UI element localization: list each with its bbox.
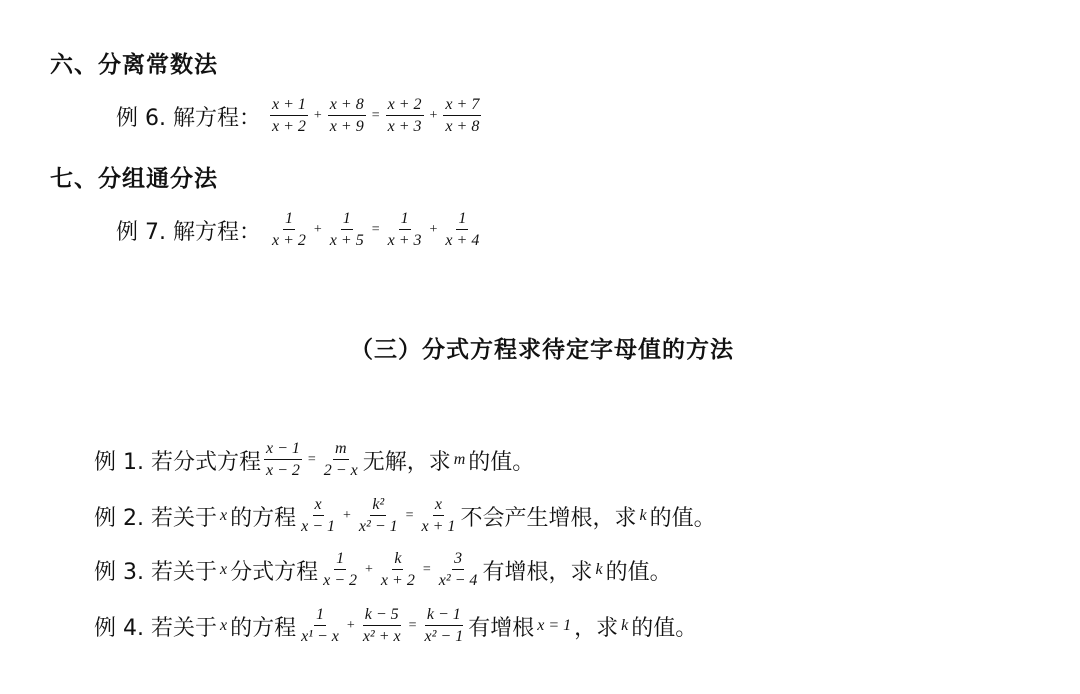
variable: x bbox=[219, 617, 228, 635]
fraction: $\frac{1}{x + 5}$ bbox=[329, 210, 364, 250]
example-label: 例 6. 解方程： bbox=[116, 105, 261, 131]
fraction: $\frac{3}{\text{x² − 4}}$ bbox=[438, 550, 478, 590]
operator: + bbox=[343, 508, 351, 524]
operator: + bbox=[346, 618, 355, 634]
operator: = bbox=[371, 222, 380, 238]
variable: k bbox=[621, 617, 629, 635]
part-3-title: （三）分式方程求待定字母值的方法 bbox=[350, 337, 734, 363]
example-text: 的值。 bbox=[649, 505, 716, 531]
operator: + bbox=[429, 222, 438, 238]
fraction: $\frac{x}{x - 1}$ bbox=[301, 496, 336, 536]
example-label: 例 7. 解方程： bbox=[116, 219, 261, 245]
fraction: $\frac{x}{x + 1}$ bbox=[421, 496, 456, 536]
example-3 bbox=[94, 550, 672, 591]
fraction: $\frac{1}{x + 3}$ bbox=[387, 210, 422, 250]
example-text: 例 1. 若分式方程 bbox=[94, 449, 261, 475]
operator: + bbox=[313, 222, 322, 238]
example-text: 不会产生增根，求 bbox=[460, 505, 637, 531]
section-6-heading: 六、分离常数法 bbox=[50, 52, 218, 78]
example-text: 的方程 bbox=[230, 615, 297, 641]
example-text: 有增根，求 bbox=[482, 559, 593, 585]
operator: = bbox=[307, 452, 316, 468]
example-4 bbox=[94, 606, 697, 647]
section-7-heading: 七、分组通分法 bbox=[50, 166, 218, 192]
fraction: $\frac{x + 1}{x + 2}$ bbox=[271, 96, 306, 136]
variable: k bbox=[639, 507, 647, 525]
example-7 bbox=[116, 210, 484, 251]
fraction: $\frac{x + 8}{x + 9}$ bbox=[329, 96, 364, 136]
operator: = bbox=[422, 562, 431, 578]
variable: x bbox=[219, 507, 228, 525]
operator: + bbox=[365, 562, 373, 578]
example-2 bbox=[94, 496, 716, 537]
example-text: 的值。 bbox=[468, 449, 535, 475]
example-6 bbox=[116, 96, 484, 137]
fraction: $\frac{k}{x + 2}$ bbox=[380, 550, 415, 590]
fraction: $\frac{1}{x + 4}$ bbox=[445, 210, 480, 250]
fraction: $\frac{1}{x + 2}$ bbox=[271, 210, 306, 250]
variable: x bbox=[219, 561, 228, 579]
fraction: $\frac{x + 2}{x + 3}$ bbox=[387, 96, 422, 136]
example-text: 例 4. 若关于 bbox=[94, 615, 217, 641]
fraction: $\frac{x - 1}{x - 2}$ bbox=[265, 440, 300, 480]
variable: k bbox=[595, 561, 603, 579]
example-text: 有增根 bbox=[468, 615, 535, 641]
operator: + bbox=[429, 108, 438, 124]
fraction: $\frac{m}{2 - x}$ bbox=[323, 440, 358, 480]
fraction: $\frac{k - 1}{\text{x² − 1}}$ bbox=[424, 606, 464, 646]
example-text: 例 3. 若关于 bbox=[94, 559, 217, 585]
variable: m bbox=[453, 451, 466, 469]
example-text: 例 2. 若关于 bbox=[94, 505, 217, 531]
fraction: $\frac{x + 7}{x + 8}$ bbox=[445, 96, 480, 136]
example-text: ，求 bbox=[574, 615, 619, 641]
example-text: 的值。 bbox=[605, 559, 672, 585]
example-text: 的值。 bbox=[631, 615, 698, 641]
fraction: $\frac{1}{x - 2}$ bbox=[323, 550, 358, 590]
example-1 bbox=[94, 440, 534, 481]
condition: x = 1 bbox=[537, 617, 572, 635]
example-text: 分式方程 bbox=[230, 559, 319, 585]
fraction: $\frac{1}{\text{x¹ − x}}$ bbox=[301, 606, 339, 646]
fraction: $\frac{k - 5}{\text{x² + x}}$ bbox=[362, 606, 401, 646]
operator: = bbox=[408, 618, 417, 634]
example-text: 的方程 bbox=[230, 505, 297, 531]
example-text: 无解，求 bbox=[362, 449, 451, 475]
operator: = bbox=[371, 108, 380, 124]
fraction: $\frac{\text{k²}}{\text{x² − 1}}$ bbox=[358, 496, 398, 536]
operator: = bbox=[405, 508, 414, 524]
operator: + bbox=[313, 108, 322, 124]
